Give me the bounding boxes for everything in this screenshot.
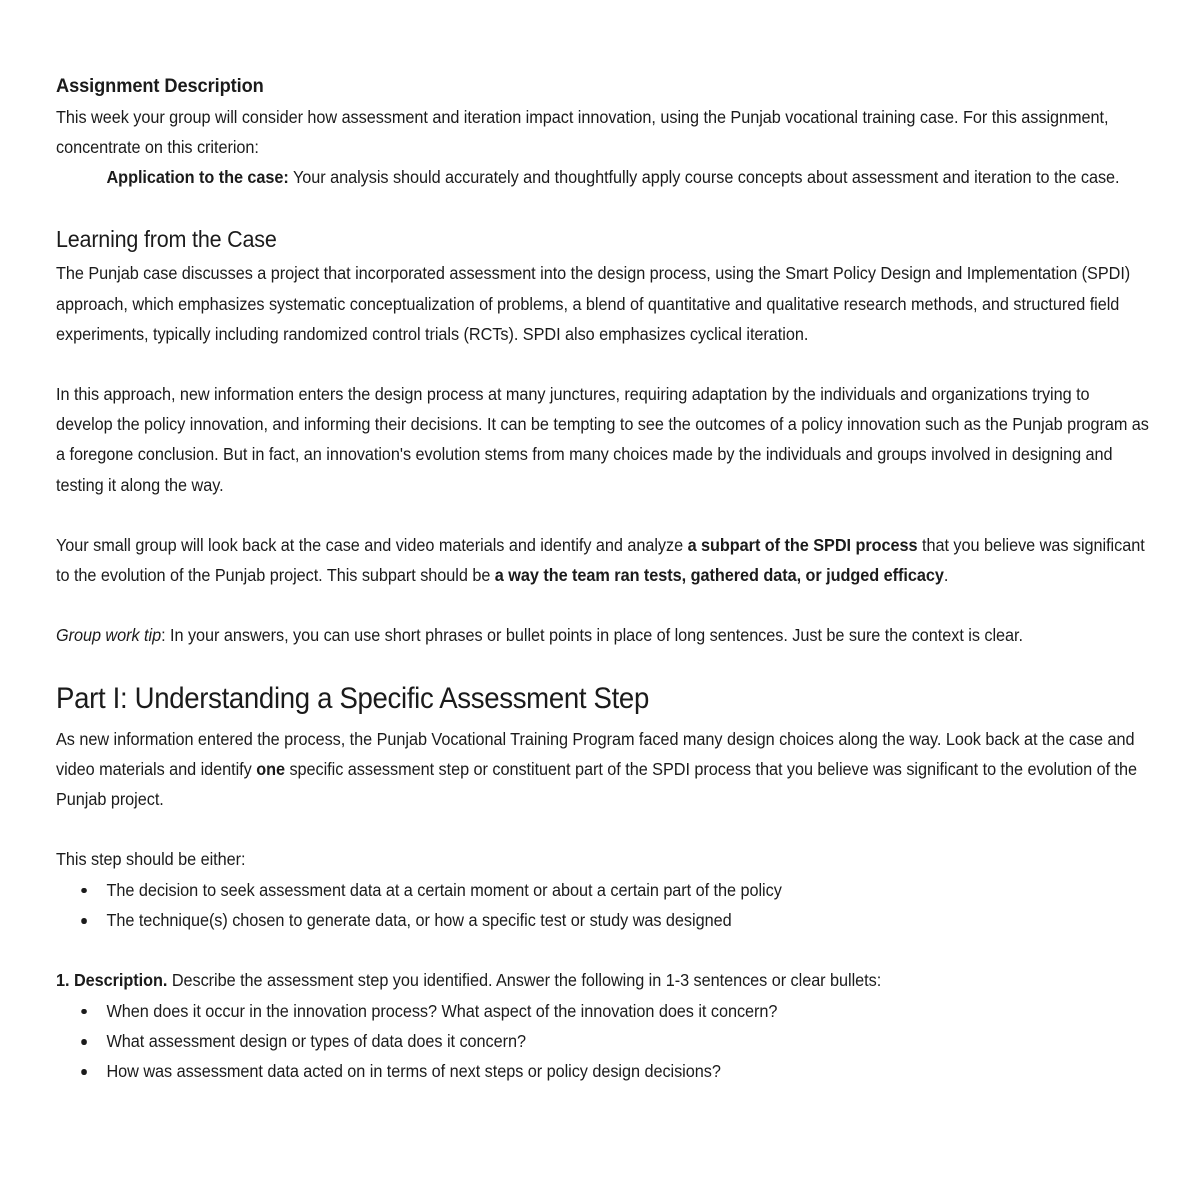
part-one-intro-emphasis: one: [256, 759, 285, 780]
spacer: [56, 650, 1150, 680]
assignment-description-intro: This week your group will consider how assessment and iteration impact innovation, using the Punjab vocational training case. For this assignment, concentrate on this criterion:: [56, 106, 1109, 158]
part-one-intro-text-1: As new information entered the process, the Punjab Vocational Training Program faced many design choices along the way. Look back at the case and video materials and identify: [56, 728, 1135, 780]
description-item-number: 1. Description.: [56, 970, 168, 991]
spacer: [56, 935, 1150, 965]
criterion-block: [56, 162, 1150, 192]
description-item-instruction: Describe the assessment step you identified. Answer the following in 1-3 sentences or clear bullets:: [167, 970, 882, 991]
list-item: The decision to seek assessment data at a certain moment or about a certain part of the policy: [56, 875, 1150, 905]
part-one-intro-text-2: specific assessment step or constituent part of the SPDI process that you believe was significant to the evolution of the Punjab project.: [56, 759, 1138, 810]
part-one-heading: Part I: Understanding a Specific Assessment Step: [56, 682, 649, 716]
criterion-text: Your analysis should accurately and thoughtfully apply course concepts about assessment and iteration to the case.: [288, 167, 1120, 188]
paragraph-3-text-1: Your small group will look back at the case and video materials and identify and analyze: [56, 534, 688, 555]
list-item: How was assessment data acted on in terms of next steps or policy design decisions?: [56, 1056, 1150, 1086]
learning-paragraph-2: In this approach, new information enters the design process at many junctures, requiring adaptation by the individuals and organizations trying to develop the policy innovation, and informing their decisions. It can be tempting to see the outcomes of a policy innovation such as the Punjab program as a foregone conclusion. But in fact, an innovation's evolution stems from many choices made by the individuals and groups involved in designing and testing it along the way.: [56, 384, 1149, 495]
group-work-tip: [56, 620, 1150, 650]
step-options-list: [56, 875, 1150, 936]
list-item: The technique(s) chosen to generate data, or how a specific test or study was designed: [56, 905, 1150, 935]
list-item: When does it occur in the innovation process? What aspect of the innovation does it concern?: [56, 996, 1150, 1026]
assignment-description-heading: Assignment Description: [56, 75, 264, 97]
description-item-lead: [56, 965, 1150, 995]
learning-from-case-heading: Learning from the Case: [56, 225, 277, 252]
criterion-label: Application to the case:: [106, 167, 289, 188]
learning-paragraph-1: The Punjab case discusses a project that incorporated assessment into the design process, using the Smart Policy Design and Implementation (SPDI) approach, which emphasizes systematic conceptualization of problems, a blend of quantitative and qualitative research methods, and structured field experiments, typically including randomized control trials (RCTs). SPDI also emphasizes cyclical iteration.: [56, 263, 1131, 344]
group-work-tip-text: : In your answers, you can use short phrases or bullet points in place of long sentences. Just be sure the context is clear.: [161, 625, 1023, 646]
paragraph-3-text-3: .: [943, 565, 949, 586]
step-lead-in: This step should be either:: [56, 849, 246, 870]
spacer: [56, 814, 1150, 844]
learning-paragraph-3: [56, 530, 1150, 590]
list-item: What assessment design or types of data does it concern?: [56, 1026, 1150, 1056]
part-one-intro: [56, 724, 1150, 815]
group-work-tip-label: Group work tip: [56, 625, 162, 646]
description-questions-list: [56, 996, 1150, 1087]
document-body: [56, 74, 1150, 1087]
spacer: [56, 193, 1150, 225]
paragraph-3-text-2: that you believe was significant to the evolution of the Punjab project. This subpart should be: [56, 534, 1145, 586]
paragraph-3-emphasis-1: a subpart of the SPDI process: [687, 534, 918, 555]
paragraph-3-emphasis-2: a way the team ran tests, gathered data, or judged efficacy: [494, 565, 944, 586]
